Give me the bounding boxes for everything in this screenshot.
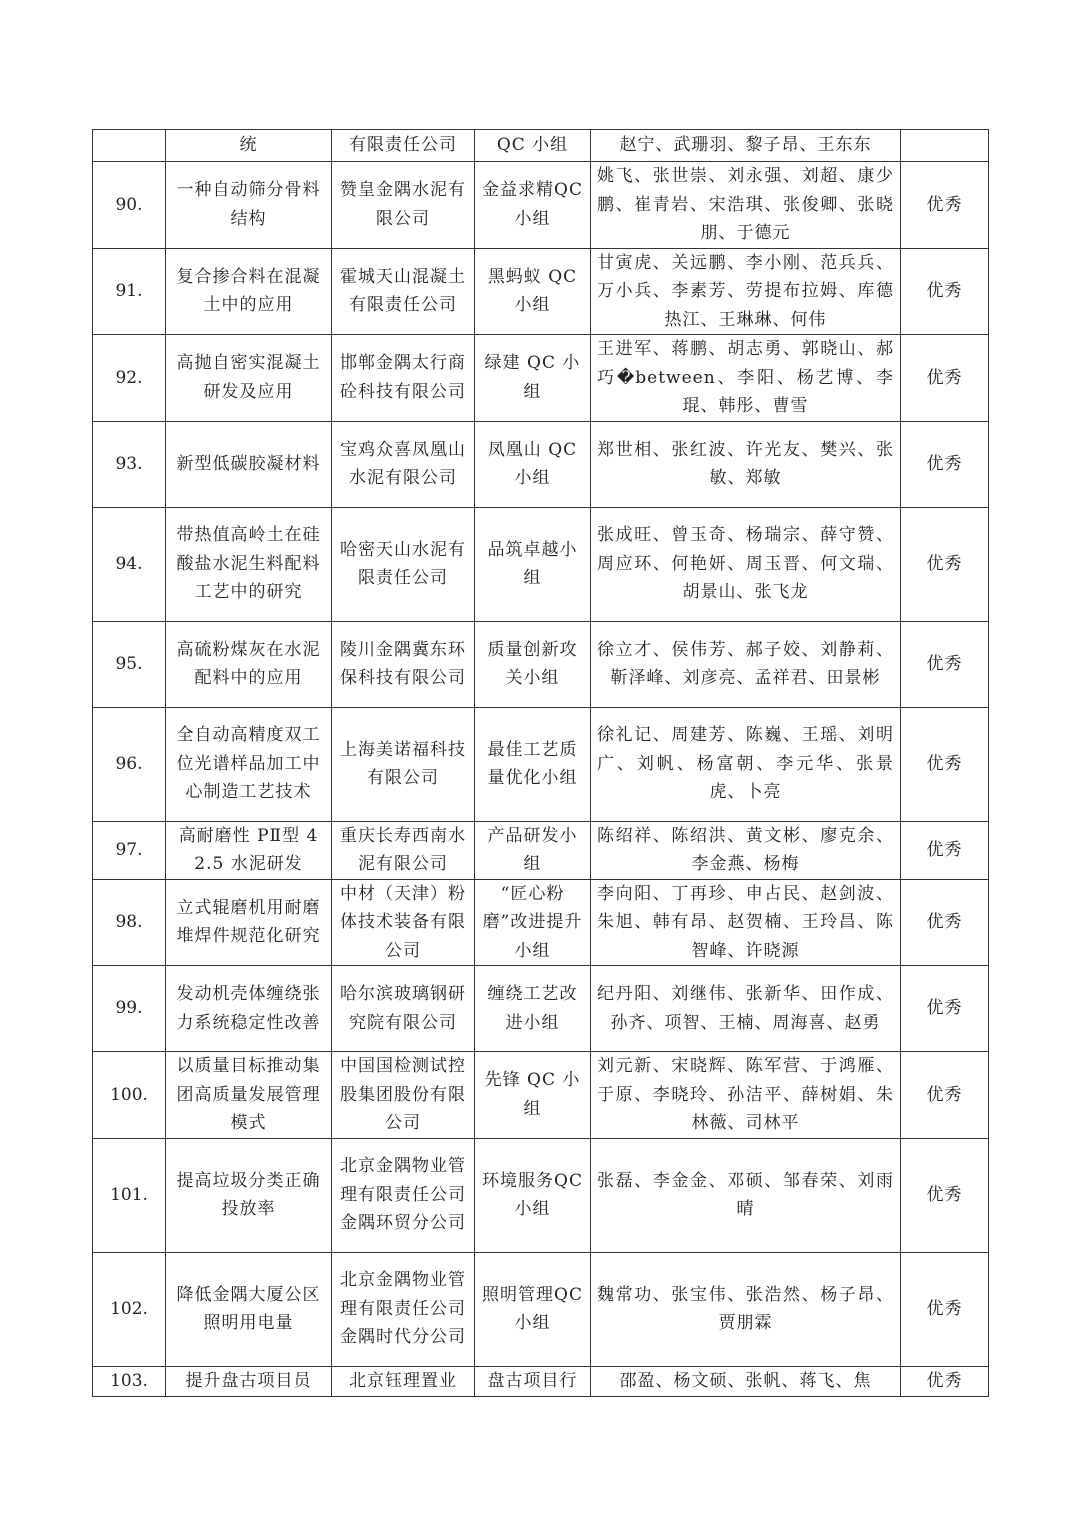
- member-list: 郑世相、张红波、许光友、樊兴、张敏、郑敏: [591, 421, 901, 507]
- row-number: 96.: [93, 707, 166, 821]
- company-name: 陵川金隅冀东环保科技有限公司: [332, 621, 475, 707]
- award-level: 优秀: [901, 1366, 989, 1396]
- member-list: 纪丹阳、刘继伟、张新华、田作成、孙齐、项智、王楠、周海喜、赵勇: [591, 966, 901, 1052]
- member-list: 甘寅虎、关远鹏、李小刚、范兵兵、万小兵、李素芳、劳提布拉姆、库德热江、王琳琳、何伟: [591, 248, 901, 335]
- company-name: 上海美诺福科技有限公司: [332, 707, 475, 821]
- project-title: 立式辊磨机用耐磨堆焊件规范化研究: [166, 879, 332, 966]
- company-name: 北京金隅物业管理有限责任公司金隅时代分公司: [332, 1252, 475, 1366]
- award-level: 优秀: [901, 966, 989, 1052]
- table-row: [93, 1052, 989, 1139]
- company-name: 赞皇金隅水泥有限公司: [332, 162, 475, 249]
- award-level: 优秀: [901, 421, 989, 507]
- member-list: 魏常功、张宝伟、张浩然、杨子昂、贾朋霖: [591, 1252, 901, 1366]
- row-number: 90.: [93, 162, 166, 249]
- table-row: [93, 162, 989, 249]
- company-name: 北京钰理置业: [332, 1366, 475, 1396]
- row-number: 97.: [93, 821, 166, 879]
- group-name: 最佳工艺质量优化小组: [475, 707, 591, 821]
- table-row: [93, 879, 989, 966]
- group-name: 黑蚂蚁 QC 小组: [475, 248, 591, 335]
- project-title: 以质量目标推动集团高质量发展管理模式: [166, 1052, 332, 1139]
- group-name: 盘古项目行: [475, 1366, 591, 1396]
- table-row: [93, 130, 989, 162]
- award-level: [901, 130, 989, 162]
- company-name: 有限责任公司: [332, 130, 475, 162]
- member-list: 徐立才、侯伟芳、郝子姣、刘静莉、靳泽峰、刘彦亮、孟祥君、田景彬: [591, 621, 901, 707]
- row-number: [93, 130, 166, 162]
- company-name: 中材（天津）粉体技术装备有限公司: [332, 879, 475, 966]
- award-level: 优秀: [901, 621, 989, 707]
- row-number: 100.: [93, 1052, 166, 1139]
- member-list: 赵宁、武珊羽、黎子昂、王东东: [591, 130, 901, 162]
- row-number: 93.: [93, 421, 166, 507]
- table-row: [93, 621, 989, 707]
- member-list: 张成旺、曾玉奇、杨瑞宗、薛守赞、周应环、何艳妍、周玉晋、何文瑞、胡景山、张飞龙: [591, 507, 901, 621]
- row-number: 95.: [93, 621, 166, 707]
- award-level: 优秀: [901, 1052, 989, 1139]
- member-list: 姚飞、张世崇、刘永强、刘超、康少鹏、崔青岩、宋浩琪、张俊卿、张晓朋、于德元: [591, 162, 901, 249]
- member-list: 徐礼记、周建芳、陈巍、王瑶、刘明广、刘帆、杨富朝、李元华、张景虎、卜亮: [591, 707, 901, 821]
- member-list: 刘元新、宋晓辉、陈军营、于鸿雁、于原、李晓玲、孙洁平、薛树娟、朱林薇、司林平: [591, 1052, 901, 1139]
- group-name: “匠心粉磨”改进提升小组: [475, 879, 591, 966]
- project-title: 新型低碳胶凝材料: [166, 421, 332, 507]
- row-number: 98.: [93, 879, 166, 966]
- row-number: 101.: [93, 1138, 166, 1252]
- group-name: 凤凰山 QC 小组: [475, 421, 591, 507]
- member-list: 李向阳、丁再珍、申占民、赵剑波、朱旭、韩有昂、赵贺楠、王玲昌、陈智峰、许晓源: [591, 879, 901, 966]
- table-row: [93, 707, 989, 821]
- table-body: [93, 130, 989, 1397]
- award-level: 优秀: [901, 248, 989, 335]
- award-level: 优秀: [901, 335, 989, 422]
- row-number: 94.: [93, 507, 166, 621]
- table-row: [93, 507, 989, 621]
- row-number: 91.: [93, 248, 166, 335]
- table-row: [93, 821, 989, 879]
- table-row: [93, 1366, 989, 1396]
- company-name: 哈尔滨玻璃钢研究院有限公司: [332, 966, 475, 1052]
- project-title: 高抛自密实混凝土研发及应用: [166, 335, 332, 422]
- group-name: 先锋 QC 小组: [475, 1052, 591, 1139]
- award-level: 优秀: [901, 507, 989, 621]
- group-name: 环境服务QC 小组: [475, 1138, 591, 1252]
- project-title: 带热值高岭土在硅酸盐水泥生料配料工艺中的研究: [166, 507, 332, 621]
- member-list: 王进军、蒋鹏、胡志勇、郭晓山、郝巧�between、李阳、杨艺博、李琨、韩彤、曹雪: [591, 335, 901, 422]
- award-level: 优秀: [901, 879, 989, 966]
- group-name: 金益求精QC 小组: [475, 162, 591, 249]
- project-title: 发动机壳体缠绕张力系统稳定性改善: [166, 966, 332, 1052]
- member-list: 张磊、李金金、邓硕、邹春荣、刘雨晴: [591, 1138, 901, 1252]
- project-title: 复合掺合料在混凝土中的应用: [166, 248, 332, 335]
- award-level: 优秀: [901, 821, 989, 879]
- project-title: 统: [166, 130, 332, 162]
- project-title: 一种自动筛分骨料结构: [166, 162, 332, 249]
- row-number: 92.: [93, 335, 166, 422]
- project-title: 提高垃圾分类正确投放率: [166, 1138, 332, 1252]
- company-name: 中国国检测试控股集团股份有限公司: [332, 1052, 475, 1139]
- award-level: 优秀: [901, 1138, 989, 1252]
- award-level: 优秀: [901, 707, 989, 821]
- table-row: [93, 966, 989, 1052]
- member-list: 陈绍祥、陈绍洪、黄文彬、廖克余、李金燕、杨梅: [591, 821, 901, 879]
- row-number: 102.: [93, 1252, 166, 1366]
- project-title: 高耐磨性 PⅡ型 42.5 水泥研发: [166, 821, 332, 879]
- company-name: 重庆长寿西南水泥有限公司: [332, 821, 475, 879]
- project-title: 降低金隅大厦公区照明用电量: [166, 1252, 332, 1366]
- row-number: 103.: [93, 1366, 166, 1396]
- company-name: 北京金隅物业管理有限责任公司金隅环贸分公司: [332, 1138, 475, 1252]
- member-list: 邵盈、杨文硕、张帆、蒋飞、焦: [591, 1366, 901, 1396]
- table-row: [93, 1138, 989, 1252]
- company-name: 霍城天山混凝土有限责任公司: [332, 248, 475, 335]
- award-level: 优秀: [901, 1252, 989, 1366]
- awards-table: [92, 129, 989, 1397]
- group-name: QC 小组: [475, 130, 591, 162]
- group-name: 缠绕工艺改进小组: [475, 966, 591, 1052]
- table-row: [93, 335, 989, 422]
- group-name: 绿建 QC 小组: [475, 335, 591, 422]
- project-title: 提升盘古项目员: [166, 1366, 332, 1396]
- group-name: 品筑卓越小组: [475, 507, 591, 621]
- group-name: 照明管理QC 小组: [475, 1252, 591, 1366]
- project-title: 高硫粉煤灰在水泥配料中的应用: [166, 621, 332, 707]
- group-name: 质量创新攻关小组: [475, 621, 591, 707]
- table-row: [93, 1252, 989, 1366]
- table-row: [93, 248, 989, 335]
- project-title: 全自动高精度双工位光谱样品加工中心制造工艺技术: [166, 707, 332, 821]
- company-name: 邯郸金隅太行商砼科技有限公司: [332, 335, 475, 422]
- company-name: 哈密天山水泥有限责任公司: [332, 507, 475, 621]
- award-level: 优秀: [901, 162, 989, 249]
- company-name: 宝鸡众喜凤凰山水泥有限公司: [332, 421, 475, 507]
- table-row: [93, 421, 989, 507]
- row-number: 99.: [93, 966, 166, 1052]
- group-name: 产品研发小组: [475, 821, 591, 879]
